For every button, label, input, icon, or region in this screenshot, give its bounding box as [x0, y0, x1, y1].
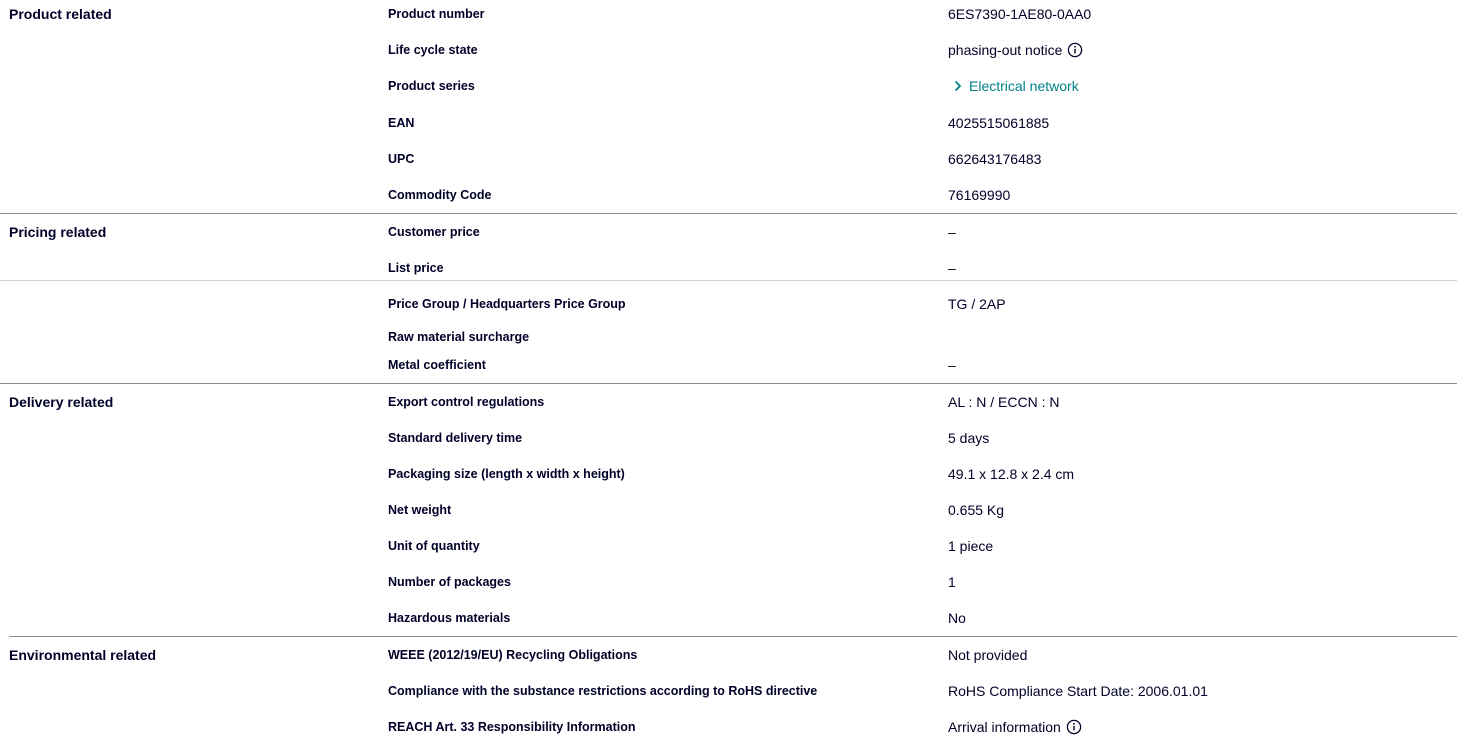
- label-delivery-time: Standard delivery time: [388, 431, 523, 445]
- value-text: –: [948, 224, 956, 240]
- section-title-product: Product related: [9, 6, 112, 22]
- value-text: phasing-out notice: [948, 42, 1063, 58]
- value-hazardous: [948, 609, 966, 627]
- value-text: AL : N / ECCN : N: [948, 394, 1060, 410]
- label-export-control: Export control regulations: [388, 395, 545, 409]
- section-divider: [0, 213, 1457, 214]
- value-ean: [948, 114, 1049, 132]
- product-series-link[interactable]: [948, 77, 1079, 95]
- value-reach: [948, 718, 1082, 736]
- label-raw-material: Raw material surcharge: [388, 330, 530, 344]
- value-num-packages: [948, 573, 956, 591]
- label-weee: WEEE (2012/19/EU) Recycling Obligations: [388, 648, 638, 662]
- section-divider: [9, 636, 1457, 637]
- value-unit-quantity: [948, 537, 993, 555]
- label-upc: UPC: [388, 152, 415, 166]
- value-text: TG / 2AP: [948, 296, 1006, 312]
- label-life-cycle: Life cycle state: [388, 43, 478, 57]
- value-life-cycle: [948, 41, 1083, 59]
- value-packaging-size: [948, 465, 1074, 483]
- label-net-weight: Net weight: [388, 503, 452, 517]
- value-text: Not provided: [948, 647, 1028, 663]
- info-circle-icon[interactable]: [1067, 42, 1083, 58]
- label-metal-coefficient: Metal coefficient: [388, 358, 486, 372]
- label-hazardous: Hazardous materials: [388, 611, 511, 625]
- value-text: –: [948, 260, 956, 276]
- value-product-number: [948, 5, 1091, 23]
- value-price-group: [948, 295, 1006, 313]
- value-text: –: [948, 357, 956, 373]
- value-delivery-time: [948, 429, 989, 447]
- value-text: 662643176483: [948, 151, 1042, 167]
- section-title-environmental: Environmental related: [9, 647, 157, 663]
- value-text: RoHS Compliance Start Date: 2006.01.01: [948, 683, 1208, 699]
- label-unit-quantity: Unit of quantity: [388, 539, 480, 553]
- value-metal-coefficient: [948, 356, 956, 374]
- section-title-pricing: Pricing related: [9, 224, 107, 240]
- label-price-group: Price Group / Headquarters Price Group: [388, 297, 626, 311]
- label-list-price: List price: [388, 261, 444, 275]
- value-customer-price: [948, 223, 956, 241]
- label-ean: EAN: [388, 116, 415, 130]
- value-upc: [948, 150, 1041, 168]
- value-text: No: [948, 610, 966, 626]
- section-divider: [0, 383, 1457, 384]
- value-rohs: [948, 682, 1208, 700]
- row-divider: [0, 280, 1457, 281]
- value-text: 5 days: [948, 430, 990, 446]
- label-product-series: Product series: [388, 79, 475, 93]
- value-weee: [948, 646, 1027, 664]
- value-export-control: [948, 393, 1060, 411]
- value-text: Arrival information: [948, 719, 1061, 735]
- label-num-packages: Number of packages: [388, 575, 511, 589]
- label-reach: REACH Art. 33 Responsibility Information: [388, 720, 636, 734]
- info-circle-icon[interactable]: [1066, 719, 1082, 735]
- value-text: 49.1 x 12.8 x 2.4 cm: [948, 466, 1075, 482]
- value-list-price: [948, 259, 956, 277]
- label-customer-price: Customer price: [388, 225, 480, 239]
- value-text: 0.655 Kg: [948, 502, 1005, 518]
- label-packaging-size: Packaging size (length x width x height): [388, 467, 625, 481]
- value-text: 1: [948, 574, 956, 590]
- label-rohs: Compliance with the substance restrictions according to RoHS directive: [388, 684, 818, 698]
- value-net-weight: [948, 501, 1004, 519]
- value-text: 6ES7390-1AE80-0AA0: [948, 6, 1092, 22]
- label-commodity-code: Commodity Code: [388, 188, 492, 202]
- label-product-number: Product number: [388, 7, 485, 21]
- value-text: 4025515061885: [948, 115, 1050, 131]
- chevron-right-icon: [953, 80, 963, 92]
- value-text: 76169990: [948, 187, 1011, 203]
- link-text: Electrical network: [969, 78, 1079, 94]
- value-text: 1 piece: [948, 538, 994, 554]
- section-title-delivery: Delivery related: [9, 394, 114, 410]
- value-commodity-code: [948, 186, 1010, 204]
